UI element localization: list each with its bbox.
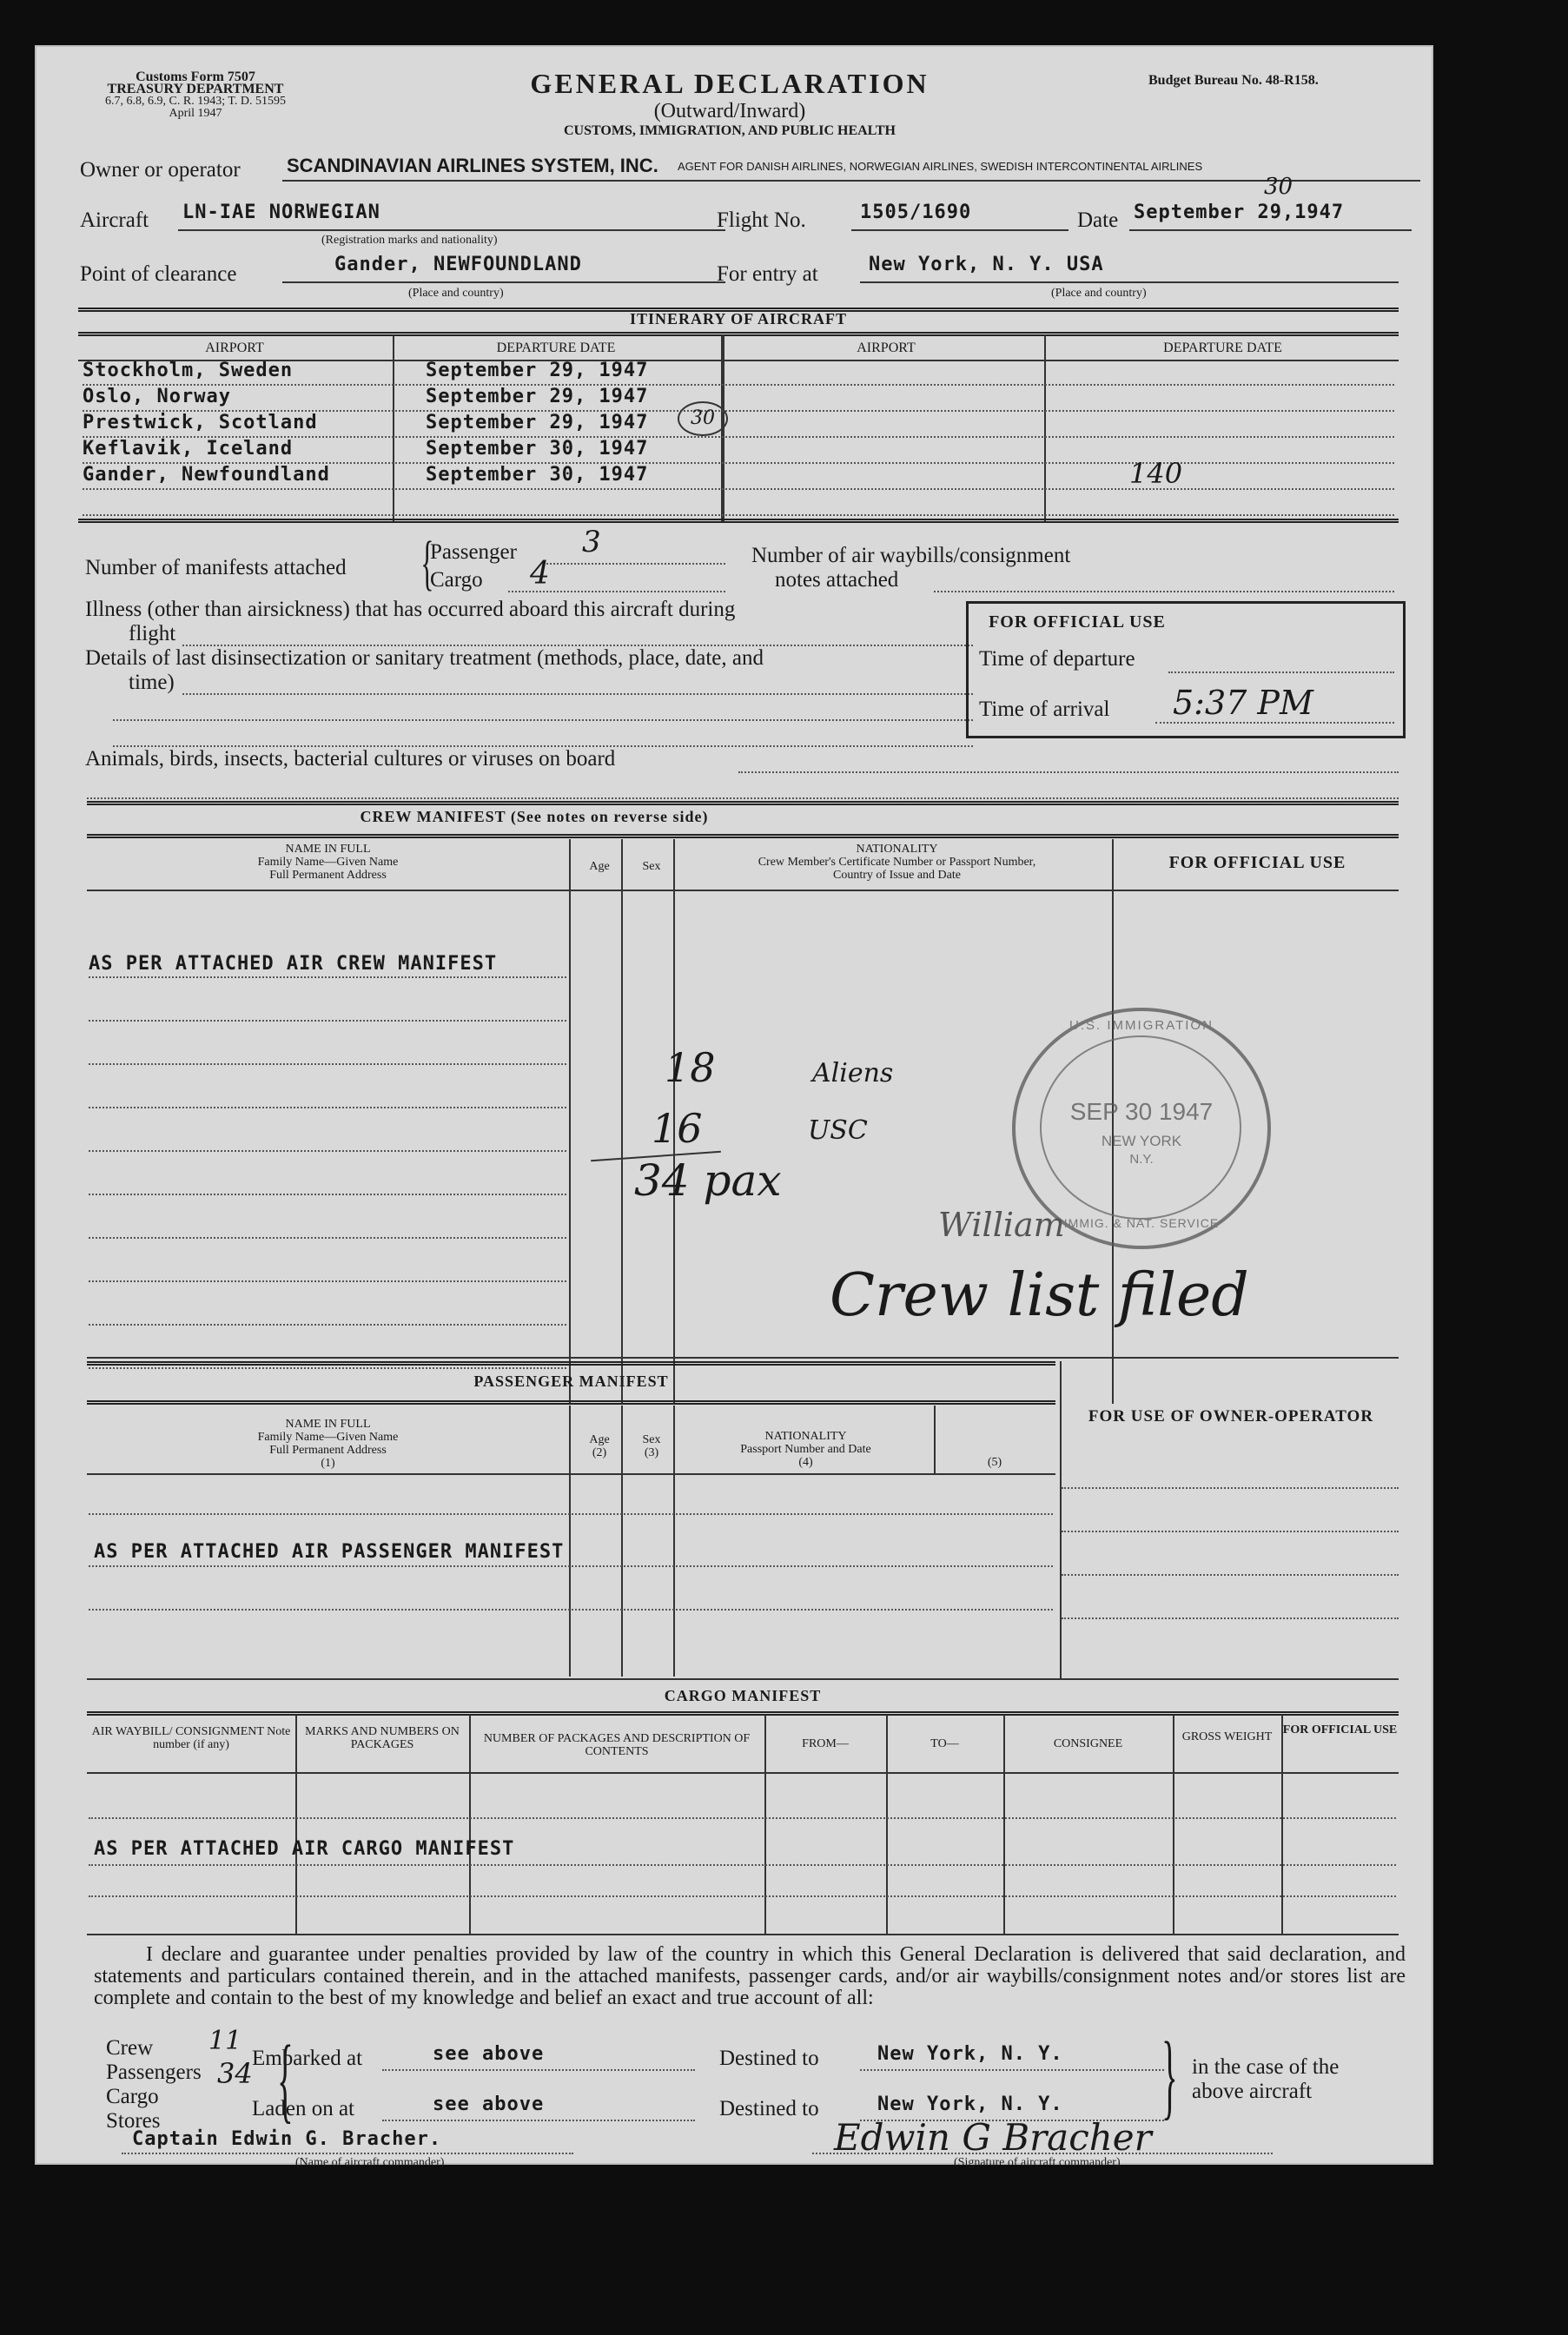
passenger-col-sex-title: Sex (642, 1433, 661, 1446)
crew-bottom-rule (87, 1357, 1399, 1359)
passenger-col-age (573, 1433, 625, 1459)
handwritten-crew-list-filed: Crew list filed (830, 1261, 1249, 1330)
declaration-text: I declare and guarantee under penalties provided by law of the country in which this General Declaration is delivered that said declaration, and statements and particulars contained therein, and in the attached manifests, passenger cards, and/or air waybills/consignment notes and/or stores list are complete and contain to the best of my knowledge and belief an exact and true account of all: (94, 1943, 1406, 2009)
handwritten-usc: USC (808, 1115, 868, 1146)
passenger-title: PASSENGER MANIFEST (473, 1373, 669, 1390)
official-use-title: FOR OFFICIAL USE (989, 612, 1166, 632)
crew-col-name (87, 843, 569, 882)
itinerary-date: September 29, 1947 (426, 412, 649, 433)
illness-line-2: flight (129, 622, 176, 645)
passenger-col-age-num: (2) (592, 1446, 607, 1459)
passenger-col-nat-num: (4) (798, 1456, 813, 1469)
cargo-value: 4 (530, 556, 550, 592)
itinerary-row-rule (83, 514, 1394, 516)
cargo-entry: AS PER ATTACHED AIR CARGO MANIFEST (94, 1838, 515, 1860)
aircraft-value: LN-IAE NORWEGIAN (182, 202, 380, 223)
itinerary-airport: Gander, Newfoundland (83, 464, 330, 486)
commander-underline (122, 2153, 573, 2154)
crew-row-rule (89, 1194, 566, 1195)
aircraft-caption: (Registration marks and nationality) (321, 234, 498, 247)
passenger-col-name-title: NAME IN FULL (285, 1418, 371, 1431)
cargo-count-label: Cargo (106, 2085, 159, 2108)
form-subtitle: (Outward/Inward) (653, 100, 806, 122)
passenger-col-rule (87, 1473, 1055, 1475)
passenger-col-age-title: Age (589, 1433, 610, 1446)
destined-value-2: New York, N. Y. (877, 2094, 1063, 2115)
flight-underline (851, 229, 1068, 231)
itinerary-divider-1 (393, 335, 394, 522)
clearance-value: Gander, NEWFOUNDLAND (334, 254, 582, 275)
cargo-row-rule (89, 1864, 1396, 1866)
animals-label: Animals, birds, insects, bacterial cultures or viruses on board (85, 747, 616, 771)
time-arrival-value: 5:37 PM (1173, 684, 1313, 722)
stamp-city: NEW YORK (1101, 1133, 1182, 1149)
passenger-entry: AS PER ATTACHED AIR PASSENGER MANIFEST (94, 1541, 565, 1563)
crew-top-rule (87, 801, 1399, 805)
handwritten-18: 18 (665, 1044, 716, 1091)
disinsect-line-2: time) (129, 671, 175, 694)
aircraft-label: Aircraft (80, 208, 149, 232)
crew-col-official: FOR OFFICIAL USE (1168, 853, 1346, 872)
passenger-divider-4 (934, 1406, 936, 1473)
cargo-label: Cargo (430, 568, 483, 592)
entry-underline (860, 281, 1399, 283)
form-title: GENERAL DECLARATION (530, 68, 930, 99)
embarked-label: Embarked at (252, 2047, 363, 2070)
itinerary-col-airport-2: AIRPORT (857, 341, 916, 355)
crew-row-rule (89, 1237, 566, 1239)
crew-col-nat-title: NATIONALITY (856, 843, 938, 856)
stamp-ring-bottom: IMMIG. & NAT. SERVICE (1063, 1216, 1220, 1230)
cargo-title: CARGO MANIFEST (664, 1687, 822, 1704)
waybill-underline (934, 591, 1394, 592)
laden-value: see above (433, 2094, 545, 2115)
itinerary-bottom-rule (78, 519, 1399, 523)
case-line-2: above aircraft (1192, 2080, 1313, 2103)
signature-caption: (Signature of aircraft commander) (954, 2156, 1121, 2169)
destined-label-1: Destined to (719, 2047, 819, 2070)
stamp-inner-ring (1040, 1035, 1241, 1220)
passenger-divider-1 (569, 1406, 571, 1677)
owner-label: Owner or operator (80, 158, 241, 182)
cargo-col-consignee: CONSIGNEE (1053, 1737, 1123, 1750)
crew-divider-2 (621, 839, 623, 1404)
crew-row-rule (89, 1107, 566, 1108)
cargo-col-rule (87, 1772, 1399, 1774)
passengers-count-label: Passengers (106, 2060, 202, 2084)
handwritten-34pax: 34 pax (634, 1155, 782, 1206)
itinerary-airport: Stockholm, Sweden (83, 360, 294, 381)
crew-row-rule (89, 1063, 566, 1065)
cargo-divider-1 (295, 1715, 297, 1934)
crew-col-age: Age (589, 860, 610, 873)
flight-label: Flight No. (717, 208, 806, 232)
form-refs: 6.7, 6.8, 6.9, C. R. 1943; T. D. 51595 (105, 95, 286, 108)
illness-line-1: Illness (other than airsickness) that has occurred aboard this aircraft during (85, 598, 736, 621)
passenger-col-5: (5) (987, 1456, 1002, 1469)
owner-row-rule (1062, 1617, 1399, 1619)
passenger-value: 3 (582, 525, 601, 559)
cargo-col-marks: MARKS AND NUMBERS ON PACKAGES (305, 1725, 460, 1751)
laden-underline (382, 2120, 695, 2121)
laden-label: Laden on at (252, 2097, 355, 2120)
commander-signature: Edwin G Bracher (834, 2116, 1152, 2159)
itinerary-title-rule (78, 332, 1399, 336)
crew-col-nat-sub2: Country of Issue and Date (833, 869, 961, 882)
waybill-label-1: Number of air waybills/consignment (751, 544, 1071, 567)
itinerary-col-departure-1: DEPARTURE DATE (496, 341, 616, 355)
destined-underline-1 (860, 2069, 1164, 2071)
crew-col-nat-sub1: Crew Member's Certificate Number or Passport Number, (758, 856, 1036, 869)
handwritten-16: 16 (652, 1105, 703, 1152)
crew-col-rule (87, 890, 1399, 891)
destined-label-2: Destined to (719, 2097, 819, 2120)
passenger-col-name (87, 1418, 569, 1470)
stamp-signature: William (938, 1206, 1065, 1244)
clearance-underline (282, 281, 725, 283)
declaration-form (35, 45, 1433, 2169)
date-correction: 30 (1264, 174, 1293, 200)
owner-underline (282, 180, 1420, 182)
entry-label: For entry at (717, 262, 818, 286)
itinerary-row-rule (83, 384, 1394, 386)
passenger-label: Passenger (430, 540, 517, 564)
handwritten-140: 140 (1129, 457, 1183, 490)
passenger-col-sex-num: (3) (644, 1446, 659, 1459)
date-underline (1129, 229, 1412, 231)
official-use-box (966, 601, 1406, 738)
cargo-col-weight: GROSS WEIGHT (1181, 1730, 1273, 1743)
crew-entry: AS PER ATTACHED AIR CREW MANIFEST (89, 953, 498, 975)
date-label: Date (1077, 208, 1119, 232)
handwritten-aliens: Aliens (812, 1058, 894, 1088)
crew-title: CREW MANIFEST (See notes on reverse side) (360, 808, 709, 825)
cargo-col-to: TO— (930, 1737, 959, 1750)
destined-value-1: New York, N. Y. (877, 2043, 1063, 2065)
crew-col-name-sub1: Family Name—Given Name (257, 856, 399, 869)
itinerary-col-airport-1: AIRPORT (205, 341, 264, 355)
crew-count-label: Crew (106, 2036, 154, 2060)
itinerary-date: September 29, 1947 (426, 360, 649, 381)
cargo-col-from: FROM— (802, 1737, 849, 1750)
itinerary-date: September 29, 1947 (426, 386, 649, 407)
cargo-divider-2 (469, 1715, 471, 1934)
itinerary-airport: Oslo, Norway (83, 386, 231, 407)
crew-row-rule (89, 1150, 566, 1152)
owner-row-rule (1062, 1574, 1399, 1576)
crew-divider-1 (569, 839, 571, 1404)
time-arrival-label: Time of arrival (979, 698, 1110, 721)
budget-bureau: Budget Bureau No. 48-R158. (1148, 73, 1319, 88)
entry-value: New York, N. Y. USA (869, 254, 1104, 275)
cargo-header-rule (87, 1711, 1399, 1716)
owner-row-rule (1062, 1531, 1399, 1532)
cargo-divider-3 (764, 1715, 766, 1934)
left-brace-icon: { (277, 2026, 294, 2132)
owner-row-rule (1062, 1487, 1399, 1489)
cargo-row-rule (89, 1895, 1396, 1897)
crew-col-sex: Sex (642, 860, 661, 873)
case-line-1: in the case of the (1192, 2055, 1340, 2079)
treasury-department: TREASURY DEPARTMENT (107, 82, 284, 96)
clearance-caption: (Place and country) (408, 287, 504, 300)
aircraft-underline (178, 229, 725, 231)
itinerary-divider-3 (1044, 335, 1046, 522)
cargo-divider-6 (1173, 1715, 1174, 1934)
passenger-col-name-sub2: Full Permanent Address (269, 1444, 387, 1457)
itinerary-row-rule (83, 488, 1394, 490)
cargo-divider-7 (1281, 1715, 1283, 1934)
itinerary-col-departure-2: DEPARTURE DATE (1163, 341, 1282, 355)
owner-value: SCANDINAVIAN AIRLINES SYSTEM, INC. (287, 155, 658, 176)
passenger-bottom-rule (87, 1678, 1399, 1680)
form-date: April 1947 (169, 107, 222, 120)
immigration-stamp (1012, 1008, 1271, 1249)
crew-header-rule (87, 834, 1399, 838)
time-departure-underline (1168, 671, 1394, 673)
brace-icon: { (420, 530, 434, 597)
disinsect-underline-2 (113, 719, 973, 721)
disinsect-line-1: Details of last disinsectization or sanitary treatment (methods, place, date, and (85, 646, 764, 670)
manifests-label: Number of manifests attached (85, 556, 347, 579)
crew-row-rule (89, 1020, 566, 1022)
passenger-col-nat-sub: Passport Number and Date (740, 1443, 871, 1456)
passenger-row-rule (89, 1513, 1053, 1515)
waybill-label-2: notes attached (775, 568, 899, 592)
cargo-bottom-rule (87, 1934, 1399, 1935)
itinerary-date: September 30, 1947 (426, 438, 649, 460)
passengers-count-hand: 34 (217, 2057, 253, 2090)
entry-caption: (Place and country) (1051, 287, 1147, 300)
right-brace-icon: } (1161, 2022, 1178, 2128)
cargo-row-rule (89, 1817, 1396, 1819)
embarked-value: see above (433, 2043, 545, 2065)
commander-caption: (Name of aircraft commander) (295, 2156, 445, 2169)
animals-underline-1 (738, 771, 1399, 773)
stamp-state: N.Y. (1129, 1152, 1154, 1167)
stamp-ring-top: U.S. IMMIGRATION (1069, 1018, 1214, 1033)
date-value: September 29,1947 (1134, 202, 1345, 223)
commander-name: Captain Edwin G. Bracher. (132, 2128, 442, 2150)
form-agencies: CUSTOMS, IMMIGRATION, AND PUBLIC HEALTH (564, 123, 896, 138)
cargo-col-packages: NUMBER OF PACKAGES AND DESCRIPTION OF CONTENTS (483, 1732, 751, 1758)
customs-form-number: Customs Form 7507 (136, 69, 255, 84)
cargo-divider-4 (886, 1715, 888, 1934)
passenger-divider-3 (673, 1406, 675, 1677)
passenger-col-nat-title: NATIONALITY (764, 1430, 847, 1443)
cargo-col-official: FOR OFFICIAL USE (1282, 1723, 1398, 1736)
flight-value: 1505/1690 (860, 202, 972, 223)
passenger-header-rule (87, 1400, 1055, 1405)
crew-col-name-sub2: Full Permanent Address (269, 869, 387, 882)
crew-count-hand: 11 (208, 2026, 242, 2056)
passenger-col-sex (625, 1433, 678, 1459)
clearance-label: Point of clearance (80, 262, 237, 286)
itinerary-date: September 30, 1947 (426, 464, 649, 486)
itinerary-title: ITINERARY OF AIRCRAFT (629, 310, 848, 327)
passenger-top-rule (87, 1361, 1055, 1366)
crew-col-name-title: NAME IN FULL (285, 843, 371, 856)
owner-col-title: FOR USE OF OWNER-OPERATOR (1088, 1407, 1374, 1425)
passenger-row-rule (89, 1565, 1053, 1567)
crew-col-nationality (678, 843, 1116, 882)
passenger-col-name-sub1: Family Name—Given Name (257, 1431, 399, 1444)
signature-underline (812, 2153, 1273, 2154)
crew-row-rule (89, 1324, 566, 1326)
cargo-underline (508, 591, 725, 592)
form-reference (96, 71, 295, 120)
passenger-col-name-num: (1) (321, 1457, 335, 1470)
passenger-row-rule (89, 1609, 1053, 1611)
disinsect-underline-1 (182, 693, 973, 695)
passenger-divider-2 (621, 1406, 623, 1677)
time-arrival-underline (1155, 722, 1394, 724)
crew-row-rule (89, 976, 566, 978)
cargo-col-waybill: AIR WAYBILL/ CONSIGNMENT Note number (if any) (91, 1725, 291, 1751)
itinerary-airport: Keflavik, Iceland (83, 438, 294, 460)
passenger-col-nationality (678, 1430, 934, 1469)
cargo-divider-5 (1003, 1715, 1005, 1934)
owner-agent: AGENT FOR DANISH AIRLINES, NORWEGIAN AIRLINES, SWEDISH INTERCONTINENTAL AIRLINES (678, 160, 1203, 173)
time-departure-label: Time of departure (979, 647, 1135, 671)
embarked-underline (382, 2069, 695, 2071)
circled-note: 30 (678, 401, 728, 436)
stores-count-label: Stores (106, 2109, 161, 2133)
animals-underline-2 (87, 797, 1399, 799)
itinerary-airport: Prestwick, Scotland (83, 412, 318, 433)
crew-row-rule (89, 1367, 566, 1369)
crew-row-rule (89, 1280, 566, 1282)
stamp-date: SEP 30 1947 (1069, 1098, 1214, 1125)
form-title-block (400, 68, 1060, 139)
passenger-underline (543, 563, 725, 565)
